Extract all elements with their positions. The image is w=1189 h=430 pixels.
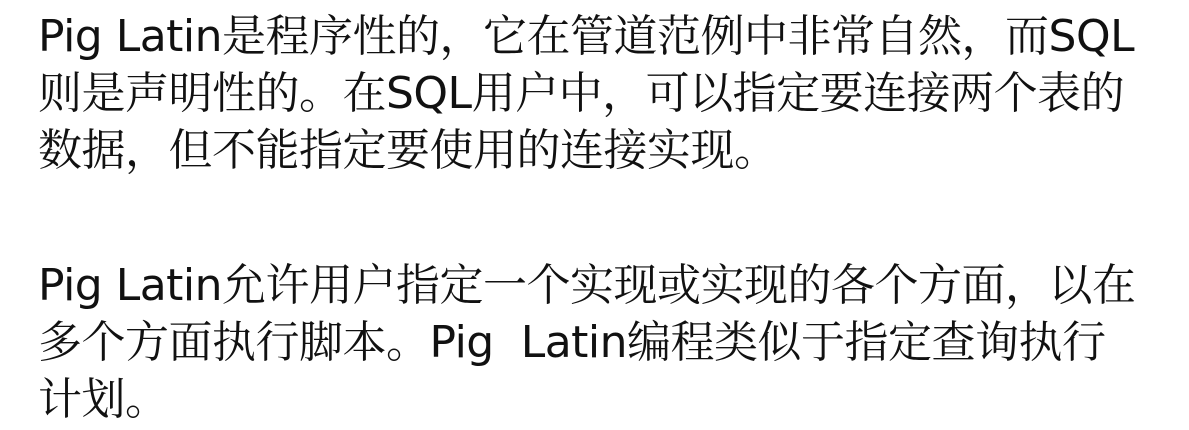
paragraph-1 xyxy=(38,8,1189,179)
paragraph-1-line-2: 则是声明性的。在SQL用户中，可以指定要连接两个表的 xyxy=(38,68,1125,119)
paragraph-1-line-3: 数据，但不能指定要使用的连接实现。 xyxy=(38,125,778,176)
paragraph-2-line-3: 计划。 xyxy=(38,374,169,425)
paragraph-2-line-2: 多个方面执行脚本。Pig Latin编程类似于指定查询执行 xyxy=(38,317,1106,368)
paragraph-2-line-1: Pig Latin允许用户指定一个实现或实现的各个方面，以在 xyxy=(38,260,1136,311)
paragraph-spacer xyxy=(38,179,1189,257)
paragraph-1-line-1: Pig Latin是程序性的，它在管道范例中非常自然，而SQL xyxy=(38,11,1135,62)
document-body xyxy=(38,8,1189,428)
paragraph-2 xyxy=(38,257,1189,428)
